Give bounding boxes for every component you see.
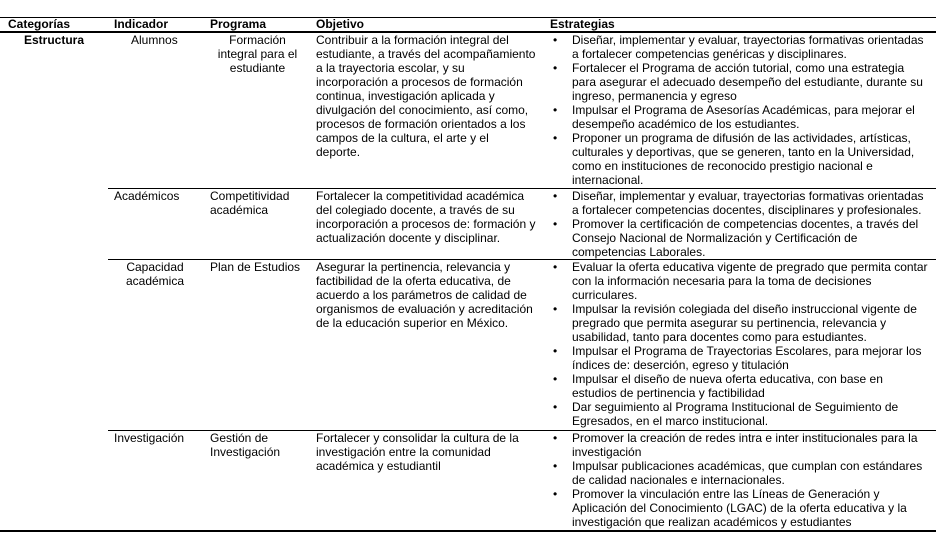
list-item: • Proponer un programa de difusión de las actividades, artísticas, culturales y deportivas, que se generen, tanto en la Universidad, como en instituciones de reconocido prestigio nacional e internacional. [553, 131, 924, 187]
list-item: • Promover la creación de redes intra e inter institucionales para la investigación [553, 431, 922, 459]
objetivo-investigacion: Fortalecer y consolidar la cultura de la investigación entre la comunidad académica y estudiantil [316, 431, 519, 473]
objetivo-alumnos: Contribuir a la formación integral del estudiante, a través del acompañamiento a la trayectoria escolar, y su incorporación a procesos de formación continua, investigación aplicada y divulgación del conocimiento, así como, procesos de formación orientados a los campos de la cultura, el arte y el deporte. [316, 33, 536, 159]
estrategias-academicos [553, 189, 924, 259]
objetivo-capacidad: Asegurar la pertinencia, relevancia y factibilidad de la oferta educativa, de acuerdo a los parámetros de calidad de organismos de evaluación y acreditación de la educación superior en México. [316, 260, 533, 330]
programa-formacion-integral: Formación integral para el estudiante [217, 33, 298, 75]
programa-gestion-investigacion: Gestión de Investigación [210, 431, 281, 459]
list-item: • Impulsar el Programa de Trayectorias Escolares, para mejorar los índices de: deserción, egreso y titulación [553, 344, 928, 372]
table-bottom-rule [0, 530, 936, 532]
list-item: • Impulsar la revisión colegiada del diseño instruccional vigente de pregrado que permita asegurar su pertinencia, relevancia y usabilidad, tanto para docentes como para estudiantes. [553, 302, 928, 344]
header-objetivo: Objetivo [316, 17, 365, 31]
programa-plan-estudios: Plan de Estudios [210, 260, 301, 274]
header-categorias: Categorías [8, 17, 71, 31]
list-item: • Promover la vinculación entre las Líneas de Generación y Aplicación del Conocimiento (LGAC) de la oferta educativa y la investigación que realizan académicos y estudiantes [553, 487, 922, 529]
list-item: • Fortalecer el Programa de acción tutorial, como una estrategia para asegurar el adecuado desempeño del estudiante, durante su ingreso, permanencia y egreso [553, 61, 924, 103]
list-item: • Impulsar el diseño de nueva oferta educativa, con base en estudios de pertinencia y factibilidad [553, 372, 928, 400]
list-item: • Dar seguimiento al Programa Institucional de Seguimiento de Egresados, en el marco institucional. [553, 400, 928, 428]
header-indicador: Indicador [114, 17, 169, 31]
estrategias-capacidad [553, 260, 928, 428]
list-item: • Impulsar el Programa de Asesorías Académicas, para mejorar el desempeño académico de los estudiantes. [553, 103, 924, 131]
estrategias-investigacion [553, 431, 922, 529]
indicador-investigacion: Investigación [114, 431, 185, 445]
indicador-alumnos: Alumnos [131, 33, 178, 47]
list-item: • Diseñar, implementar y evaluar, trayectorias formativas orientadas a fortalecer competencias genéricas y disciplinares. [553, 33, 924, 61]
header-programa: Programa [210, 17, 267, 31]
indicador-academicos: Académicos [114, 189, 180, 203]
indicador-capacidad: Capacidad académica [125, 260, 185, 288]
list-item: • Promover la certificación de competencias docentes, a través del Consejo Nacional de Normalización y Certificación de competencias Laborales. [553, 217, 924, 259]
programa-competitividad: Competitividad académica [210, 189, 290, 217]
category-label: Estructura [24, 33, 85, 47]
list-item: • Evaluar la oferta educativa vigente de pregrado que permita contar con la información necesaria para la toma de decisiones curriculares. [553, 260, 928, 302]
estrategias-alumnos [553, 33, 924, 187]
objetivo-academicos: Fortalecer la competitividad académica del colegiado docente, a través de su incorporación a procesos de: formación y actualización docente y disciplinar. [316, 189, 536, 245]
list-item: • Impulsar publicaciones académicas, que cumplan con estándares de calidad nacionales e internacionales. [553, 459, 922, 487]
list-item: • Diseñar, implementar y evaluar, trayectorias formativas orientadas a fortalecer competencias docentes, disciplinares y profesionales. [553, 189, 924, 217]
header-estrategias: Estrategias [550, 17, 615, 31]
